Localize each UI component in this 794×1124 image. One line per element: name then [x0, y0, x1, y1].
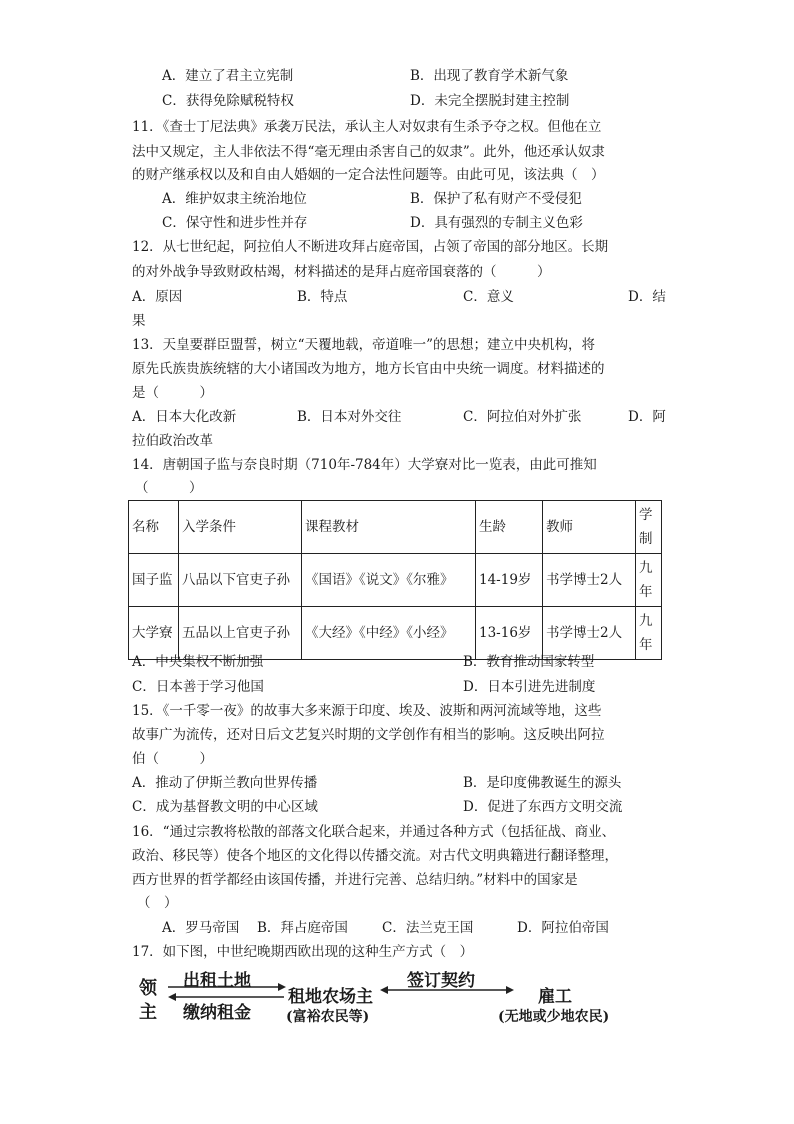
q13-option-c: C．阿拉伯对外扩张 — [463, 409, 582, 425]
q11-stem-line-2: 法中又规定，主人非依法不得“毫无理由杀害自己的奴隶”。此外，他还承认奴隶 — [132, 144, 605, 160]
q15-option-d: D．促进了东西方文明交流 — [463, 799, 623, 815]
table-cell: 九年 — [636, 607, 662, 660]
q12-stem-line-1: 12．从七世纪起，阿拉伯人不断进攻拜占庭帝国，占领了帝国的部分地区。长期 — [132, 239, 609, 255]
q13-option-d: D．阿 — [628, 409, 666, 425]
q13-option-b: B．日本对外交往 — [297, 409, 402, 425]
table-cell: 书学博士2人 — [543, 607, 636, 660]
table-header-cell: 名称 — [129, 501, 179, 554]
q11-option-c: C．保守性和进步性并存 — [162, 215, 308, 231]
table-header-cell: 教师 — [543, 501, 636, 554]
q14-option-c: C．日本善于学习他国 — [132, 679, 264, 695]
table-cell: 五品以上官吏子孙 — [179, 607, 302, 660]
pay-rent-label: 缴纳租金 — [183, 1003, 251, 1023]
q11-option-d: D．具有强烈的专制主义色彩 — [410, 215, 583, 231]
q15-option-b: B．是印度佛教诞生的源头 — [463, 775, 622, 791]
q13-stem-line-3: 是（ ） — [132, 385, 213, 401]
table-cell: 八品以下官吏子孙 — [179, 554, 302, 607]
q11-stem-line-1: 11．《查士丁尼法典》承袭万民法，承认主人对奴隶有生杀予夺之权。但他在立 — [132, 119, 602, 135]
q16-stem-line-3: 西方世界的哲学都经由该国传播，并进行完善、总结归纳。”材料中的国家是 — [132, 872, 578, 888]
contract-arrow-head-right — [506, 986, 514, 994]
table-header-cell: 入学条件 — [179, 501, 302, 554]
q16-option-d: D．阿拉伯帝国 — [517, 920, 609, 936]
q15-stem-line-2: 故事广为流传，还对日后文艺复兴时期的文学创作有相当的影响。这反映出阿拉 — [132, 727, 605, 743]
q16-option-a: A．罗马帝国 — [162, 920, 240, 936]
q10-option-d: D．未完全摆脱封建主控制 — [410, 93, 570, 109]
q14-option-d: D．日本引进先进制度 — [463, 679, 596, 695]
q15-option-a: A．推动了伊斯兰教向世界传播 — [132, 775, 318, 791]
tenant-farmer-note: (富裕农民等) — [286, 1009, 370, 1025]
lord-farmer-arrows — [150, 980, 290, 1004]
q14-option-a: A．中央集权不断加强 — [132, 654, 264, 670]
lord-label-top: 领 — [139, 978, 157, 999]
q11-stem-line-3: 的财产继承权以及和自由人婚姻的一定合法性问题等。由此可见，该法典（ ） — [132, 167, 605, 183]
q11-option-a: A．维护奴隶主统治地位 — [162, 191, 307, 207]
table-cell: 13-16岁 — [476, 607, 543, 660]
q15-stem-line-1: 15．《一千零一夜》的故事大多来源于印度、埃及、波斯和两河流域等地，这些 — [132, 703, 602, 719]
table-cell: 国子监 — [129, 554, 179, 607]
q16-stem-line-4: （ ） — [137, 895, 178, 911]
q10-option-a: A．建立了君主立宪制 — [162, 68, 294, 84]
q10-option-c: C．获得免除赋税特权 — [162, 93, 294, 109]
q11-option-b: B．保护了私有财产不受侵犯 — [410, 191, 582, 207]
q12-option-d: D．结 — [628, 289, 666, 305]
rent-land-label: 出租土地 — [183, 971, 251, 991]
q14-option-b: B．教育推动国家转型 — [463, 654, 595, 670]
table-header-cell: 课程教材 — [302, 501, 476, 554]
table-header-cell: 生龄 — [476, 501, 543, 554]
q13-stem-line-2: 原先氏族贵族统辖的大小诸国改为地方，地方长官由中央统一调度。材料描述的 — [132, 361, 605, 377]
table-cell: 大学寮 — [129, 607, 179, 660]
q16-stem-line-2: 政治、移民等）使各个地区的文化得以传播交流。对古代文明典籍进行翻译整理， — [132, 848, 618, 864]
q12-option-b: B．特点 — [297, 289, 348, 305]
table-cell: 14-19岁 — [476, 554, 543, 607]
contract-arrow — [380, 982, 515, 998]
hired-worker-label: 雇工 — [538, 987, 572, 1007]
table-cell: 九年 — [636, 554, 662, 607]
rent-arrow-head — [278, 983, 286, 991]
contract-arrow-head-left — [380, 986, 388, 994]
table-header-cell: 学制 — [636, 501, 662, 554]
q15-stem-line-3: 伯（ ） — [132, 751, 213, 767]
q14-stem-line-2: （ ） — [135, 480, 203, 496]
q15-option-c: C．成为基督教文明的中心区域 — [132, 799, 318, 815]
q13-option-d-continued: 拉伯政治改革 — [132, 433, 213, 449]
lord-label-bottom: 主 — [139, 1002, 157, 1023]
q12-stem-line-2: 的对外战争导致财政枯竭，材料描述的是拜占庭帝国衰落的（ ） — [132, 264, 551, 280]
q12-option-d-continued: 果 — [132, 313, 146, 329]
table-cell: 《大经》《中经》《小经》 — [302, 607, 476, 660]
q14-stem-line-1: 14．唐朝国子监与奈良时期（710年-784年）大学寮对比一览表，由此可推知 — [132, 457, 597, 473]
hired-worker-note: (无地或少地农民) — [498, 1009, 610, 1025]
q10-option-b: B．出现了教育学术新气象 — [410, 68, 569, 84]
q12-option-c: C．意义 — [463, 289, 514, 305]
q13-option-a: A．日本大化改新 — [132, 409, 237, 425]
q16-option-c: C．法兰克王国 — [382, 920, 474, 936]
q13-stem-line-1: 13．天皇要群臣盟誓，树立“天覆地载，帝道唯一”的思想；建立中央机构，将 — [132, 337, 595, 353]
q17-stem: 17．如下图，中世纪晚期西欧出现的这种生产方式（ ） — [132, 944, 474, 960]
q16-option-b: B．拜占庭帝国 — [257, 920, 348, 936]
sign-contract-label: 签订契约 — [407, 971, 475, 991]
table-cell: 《国语》《说文》《尔雅》 — [302, 554, 476, 607]
pay-arrow-head — [168, 993, 176, 1001]
q16-stem-line-1: 16．“通过宗教将松散的部落文化联合起来，并通过各种方式（包括征战、商业、 — [132, 824, 616, 840]
table-cell: 书学博士2人 — [543, 554, 636, 607]
tenant-farmer-label: 租地农场主 — [288, 987, 373, 1007]
q12-option-a: A．原因 — [132, 289, 183, 305]
